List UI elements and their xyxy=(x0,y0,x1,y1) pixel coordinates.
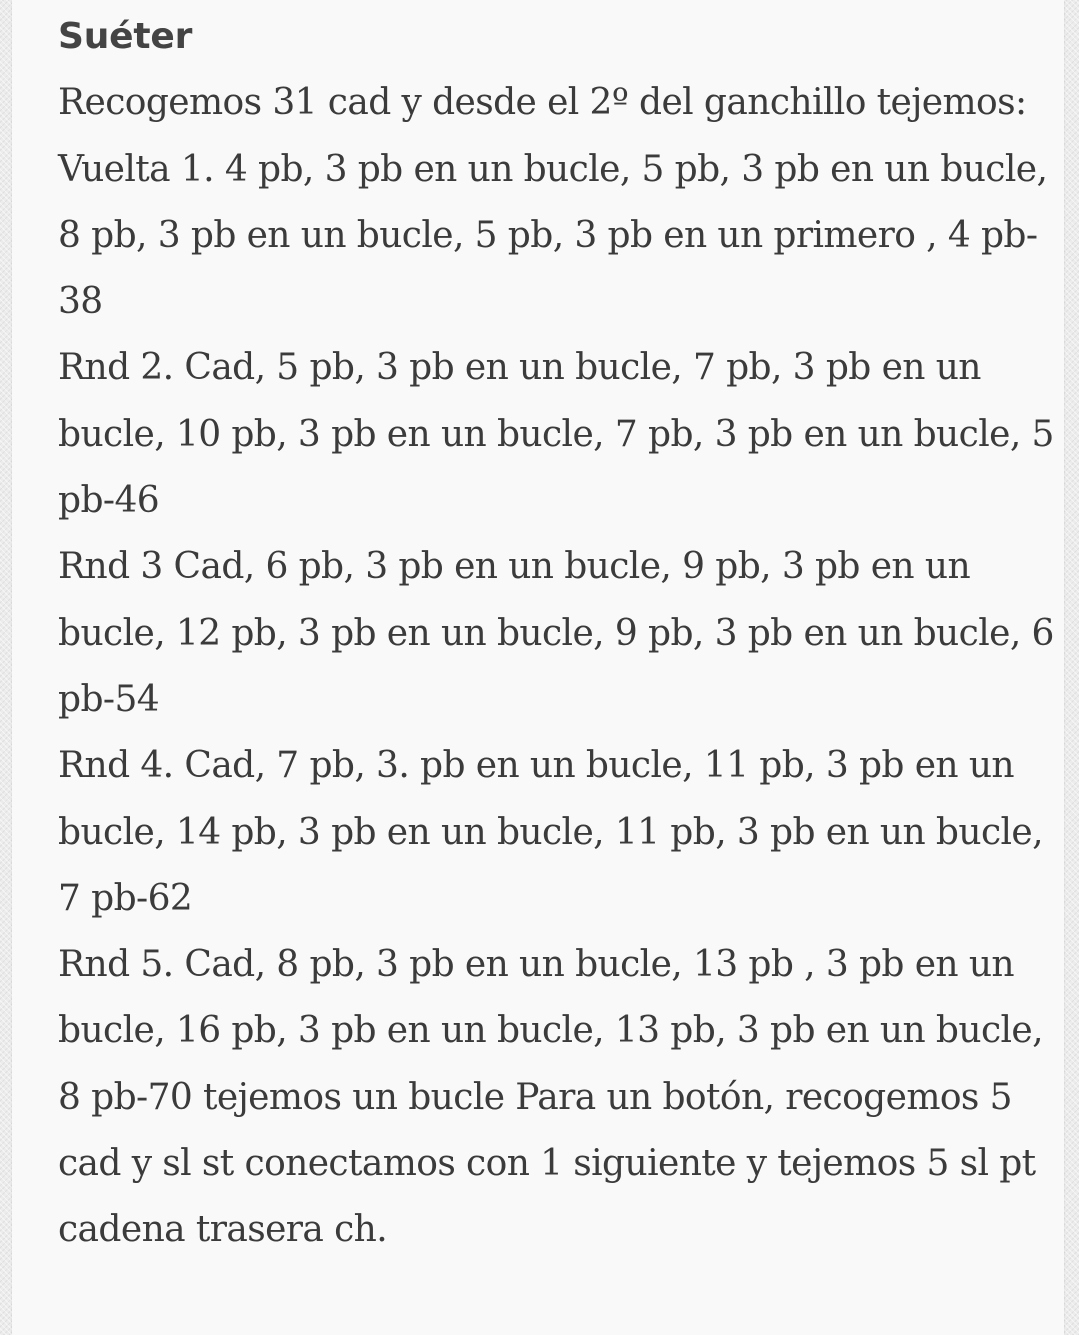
document-page xyxy=(12,0,1064,1335)
article-body xyxy=(58,4,1058,1264)
article-title: Suéter xyxy=(58,16,193,57)
paragraph-round-5: Rnd 5. Cad, 8 pb, 3 pb en un bucle, 13 pb , 3 pb en un bucle, 16 pb, 3 pb en un bucle, 13 pb, 3 pb en un bucle, 8 pb-70 tejemos un bucle Para un botón, recogemos 5 cad y sl st conectamos con 1 siguiente y tejemos 5 sl pt cadena trasera ch. xyxy=(58,944,1043,1251)
paragraph-round-4: Rnd 4. Cad, 7 pb, 3. pb en un bucle, 11 pb, 3 pb en un bucle, 14 pb, 3 pb en un bucle, 11 pb, 3 pb en un bucle, 7 pb-62 xyxy=(58,745,1043,919)
paragraph-round-1: Vuelta 1. 4 pb, 3 pb en un bucle, 5 pb, 3 pb en un bucle, 8 pb, 3 pb en un bucle, 5 pb, 3 pb en un primero , 4 pb-38 xyxy=(58,148,1048,323)
paragraph-round-3: Rnd 3 Cad, 6 pb, 3 pb en un bucle, 9 pb, 3 pb en un bucle, 12 pb, 3 pb en un bucle, 9 pb, 3 pb en un bucle, 6 pb-54 xyxy=(58,546,1054,720)
paragraph-round-2: Rnd 2. Cad, 5 pb, 3 pb en un bucle, 7 pb, 3 pb en un bucle, 10 pb, 3 pb en un bucle, 7 pb, 3 pb en un bucle, 5 pb-46 xyxy=(58,347,1054,522)
paragraph-intro: Recogemos 31 cad y desde el 2º del ganchillo tejemos: xyxy=(58,82,1027,124)
